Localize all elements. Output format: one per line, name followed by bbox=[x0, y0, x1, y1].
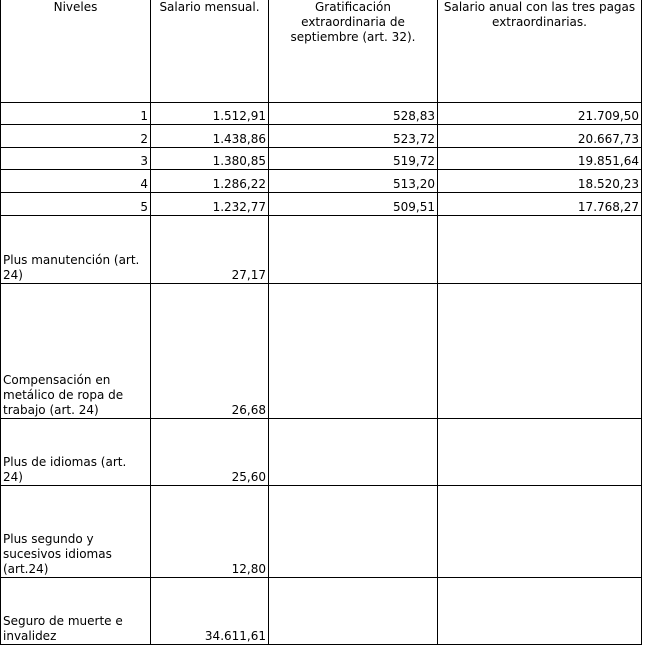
salario-mensual-cell: 1.286,22 bbox=[151, 169, 269, 192]
header-salario-anual: Salario anual con las tres pagas extraordinarias. bbox=[438, 0, 642, 102]
empty-cell bbox=[438, 215, 642, 283]
nivel-cell: 3 bbox=[1, 147, 151, 169]
empty-cell bbox=[269, 485, 438, 577]
empty-cell bbox=[438, 577, 642, 644]
table-row bbox=[1, 124, 642, 147]
plus-label: Plus segundo y sucesivos idiomas (art.24) bbox=[1, 485, 151, 577]
gratificacion-cell: 509,51 bbox=[269, 192, 438, 215]
header-niveles: Niveles bbox=[1, 0, 151, 102]
table-row bbox=[1, 485, 642, 577]
plus-label: Plus manutención (art. 24) bbox=[1, 215, 151, 283]
plus-amount: 25,60 bbox=[151, 418, 269, 485]
table-row bbox=[1, 215, 642, 283]
salario-anual-cell: 19.851,64 bbox=[438, 147, 642, 169]
table-row bbox=[1, 283, 642, 418]
plus-label: Seguro de muerte e invalidez bbox=[1, 577, 151, 644]
empty-cell bbox=[269, 577, 438, 644]
header-row bbox=[1, 0, 642, 102]
header-salario-mensual: Salario mensual. bbox=[151, 0, 269, 102]
nivel-cell: 2 bbox=[1, 124, 151, 147]
table-row bbox=[1, 147, 642, 169]
gratificacion-cell: 528,83 bbox=[269, 102, 438, 124]
table-row bbox=[1, 192, 642, 215]
plus-label: Compensación en metálico de ropa de trabajo (art. 24) bbox=[1, 283, 151, 418]
empty-cell bbox=[269, 283, 438, 418]
plus-label: Plus de idiomas (art. 24) bbox=[1, 418, 151, 485]
gratificacion-cell: 519,72 bbox=[269, 147, 438, 169]
plus-amount: 12,80 bbox=[151, 485, 269, 577]
nivel-cell: 5 bbox=[1, 192, 151, 215]
plus-amount: 34.611,61 bbox=[151, 577, 269, 644]
nivel-cell: 1 bbox=[1, 102, 151, 124]
salario-mensual-cell: 1.438,86 bbox=[151, 124, 269, 147]
nivel-cell: 4 bbox=[1, 169, 151, 192]
table-row bbox=[1, 102, 642, 124]
salario-anual-cell: 18.520,23 bbox=[438, 169, 642, 192]
salario-mensual-cell: 1.232,77 bbox=[151, 192, 269, 215]
salario-anual-cell: 20.667,73 bbox=[438, 124, 642, 147]
header-gratificacion: Gratificación extraordinaria de septiembre (art. 32). bbox=[269, 0, 438, 102]
empty-cell bbox=[438, 485, 642, 577]
salario-mensual-cell: 1.380,85 bbox=[151, 147, 269, 169]
table-row bbox=[1, 418, 642, 485]
table-row bbox=[1, 577, 642, 644]
salario-anual-cell: 17.768,27 bbox=[438, 192, 642, 215]
empty-cell bbox=[438, 283, 642, 418]
plus-amount: 27,17 bbox=[151, 215, 269, 283]
salario-mensual-cell: 1.512,91 bbox=[151, 102, 269, 124]
empty-cell bbox=[438, 418, 642, 485]
plus-amount: 26,68 bbox=[151, 283, 269, 418]
gratificacion-cell: 513,20 bbox=[269, 169, 438, 192]
table-row bbox=[1, 169, 642, 192]
gratificacion-cell: 523,72 bbox=[269, 124, 438, 147]
empty-cell bbox=[269, 418, 438, 485]
salario-anual-cell: 21.709,50 bbox=[438, 102, 642, 124]
empty-cell bbox=[269, 215, 438, 283]
